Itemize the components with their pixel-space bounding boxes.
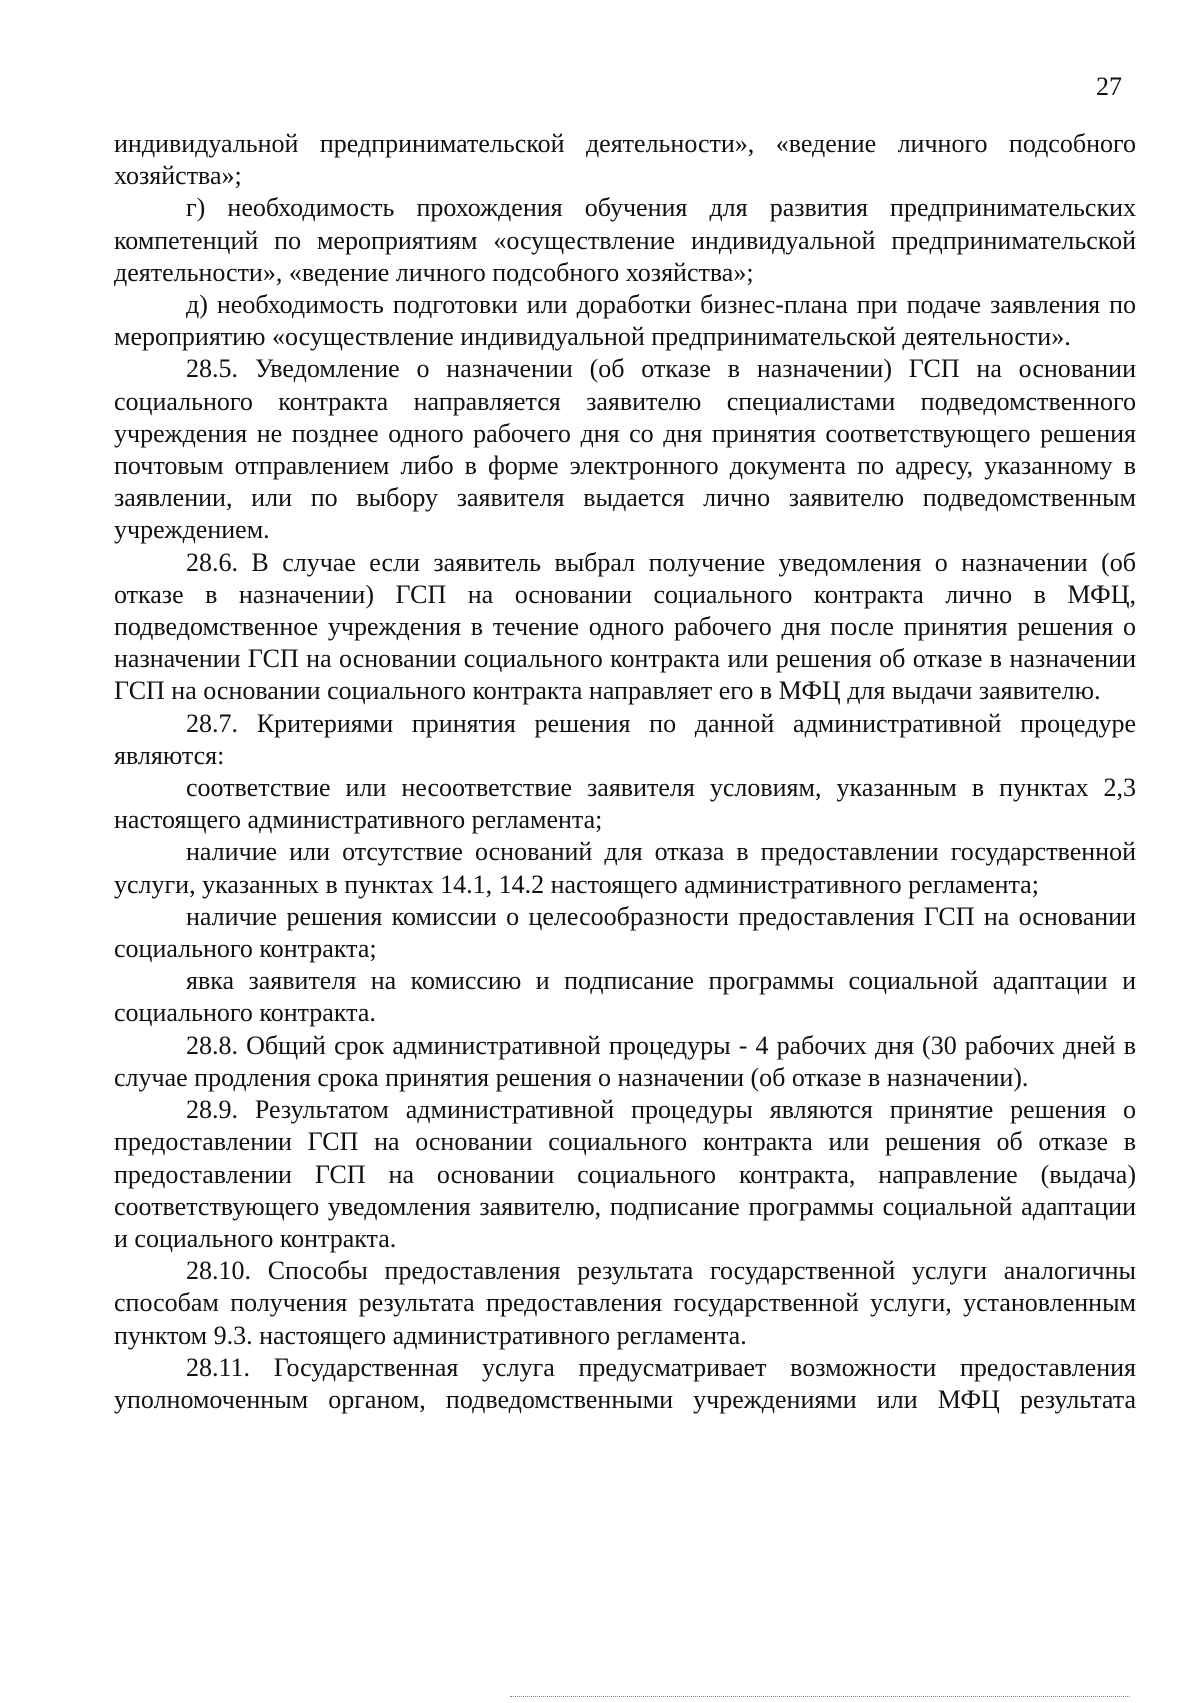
paragraph-28-11: 28.11. Государственная услуга предусматривает возможности предоставления уполномоченным органом, подведомственными учреждениями или МФЦ результата xyxy=(114,1352,1136,1414)
paragraph-continuation: индивидуальной предпринимательской деятельности», «ведение личного подсобного хозяйства»; xyxy=(114,129,1136,191)
page-number: 27 xyxy=(1096,72,1122,101)
criterion-refusal-grounds: наличие или отсутствие оснований для отказа в предоставлении государственной услуги, указанных в пунктах 14.1, 14.2 настоящего административного регламента; xyxy=(114,837,1136,899)
paragraph-28-5: 28.5. Уведомление о назначении (об отказе в назначении) ГСП на основании социального контракта направляется заявителю специалистами подведомственного учреждения не позднее одного рабочего дня со дня принятия соответствующего решения почтовым отправлением либо в форме электронного документа по адресу, указанному в заявлении, или по выбору заявителя выдается лично заявителю подведомственным учреждением. xyxy=(114,354,1136,545)
paragraph-28-8: 28.8. Общий срок административной процедуры - 4 рабочих дня (30 рабочих дней в случае продления срока принятия решения о назначении (об отказе в назначении). xyxy=(114,1030,1136,1092)
scan-edge-line xyxy=(510,1696,1130,1697)
paragraph-28-10: 28.10. Способы предоставления результата государственной услуги аналогичны способам получения результата предоставления государственной услуги, установленным пунктом 9.3. настоящего административного регламента. xyxy=(114,1256,1136,1350)
paragraph-28-7: 28.7. Критериями принятия решения по данной административной процедуре являются: xyxy=(114,708,1136,770)
criterion-commission-decision: наличие решения комиссии о целесообразности предоставления ГСП на основании социального контракта; xyxy=(114,901,1136,964)
document-body xyxy=(114,128,1136,1416)
paragraph-28-6: 28.6. В случае если заявитель выбрал получение уведомления о назначении (об отказе в назначении) ГСП на основании социального контракта лично в МФЦ, подведомственное учреждения в течение одного рабочего дня после принятия решения о назначении ГСП на основании социального контракта или решения об отказе в назначении ГСП на основании социального контракта направляет его в МФЦ для выдачи заявителю. xyxy=(114,547,1136,706)
paragraph-28-9: 28.9. Результатом административной процедуры являются принятие решения о предоставлении ГСП на основании социального контракта или решения об отказе в предоставлении ГСП на основании социального контракта, направление (выдача) соответствующего уведомления заявителю, подписание программы социальной адаптации и социального контракта. xyxy=(114,1095,1136,1253)
criterion-conditions: соответствие или несоответствие заявителя условиям, указанным в пунктах 2,3 настоящего административного регламента; xyxy=(114,773,1136,835)
paragraph-item-d: д) необходимость подготовки или доработки бизнес-плана при подаче заявления по мероприятию «осуществление индивидуальной предпринимательской деятельности». xyxy=(114,290,1136,352)
paragraph-item-g: г) необходимость прохождения обучения для развития предпринимательских компетенций по мероприятиям «осуществление индивидуальной предпринимательской деятельности», «ведение личного подсобного хозяйства»; xyxy=(114,193,1136,287)
criterion-attendance: явка заявителя на комиссию и подписание программы социальной адаптации и социального контракта. xyxy=(114,966,1136,1028)
